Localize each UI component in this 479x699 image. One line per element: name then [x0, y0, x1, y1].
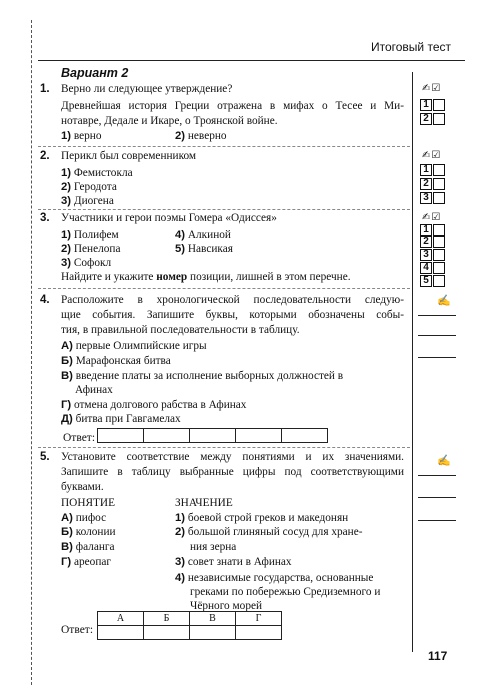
- option: 4) Алкиной: [175, 229, 231, 241]
- answer-header: А: [98, 612, 144, 626]
- write-line[interactable]: [418, 315, 456, 316]
- number-box: 3: [420, 192, 432, 204]
- term: А) пифос: [61, 512, 107, 524]
- answer-table[interactable]: [97, 428, 328, 443]
- option: Д) битва при Гавгамелах: [61, 413, 181, 425]
- answer-cell[interactable]: [144, 626, 190, 640]
- answer-checkbox[interactable]: [433, 249, 445, 261]
- question-text-line: буквами.: [61, 481, 104, 493]
- header-title: Итоговый тест: [370, 40, 451, 54]
- page-number: 117: [428, 649, 448, 663]
- answer-margin-rule: [412, 72, 413, 652]
- separator: [38, 288, 410, 289]
- option: 2) неверно: [175, 130, 227, 142]
- answer-cell[interactable]: [282, 429, 328, 443]
- answer-checkbox[interactable]: [433, 192, 445, 204]
- number-box: 2: [420, 178, 432, 190]
- option: 1) Полифем: [61, 229, 119, 241]
- write-line[interactable]: [418, 475, 456, 476]
- option: 5) Навсикая: [175, 243, 233, 255]
- number-box: 1: [420, 224, 432, 236]
- question-number: 2.: [40, 150, 50, 162]
- answer-checkbox[interactable]: [433, 262, 445, 274]
- pencil-check-icon: ✍☑: [422, 150, 442, 161]
- question-text-line: Установите соответствие между понятиями и их значениями.: [61, 451, 404, 463]
- cut-line: [31, 20, 32, 685]
- question-prompt: Перикл был современником: [61, 150, 197, 162]
- question-text-line: нотавре, Дедале и Икаре, о Троянской войне.: [61, 115, 278, 127]
- number-box: 1: [420, 164, 432, 176]
- pencil-check-icon: ✍☑: [422, 83, 442, 94]
- answer-cell[interactable]: [98, 626, 144, 640]
- option-continuation: Афинах: [75, 384, 113, 396]
- answer-cell[interactable]: [236, 626, 282, 640]
- pencil-icon: ✍: [437, 295, 451, 307]
- term: В) фаланга: [61, 541, 115, 553]
- option: Б) Марафонская битва: [61, 355, 171, 367]
- question-text-line: тия, в правильной последовательности в таблицу.: [61, 324, 300, 336]
- number-box: 4: [420, 262, 432, 274]
- number-box: 2: [420, 236, 432, 248]
- question-text-line: щие события. Запишите буквы, которыми обозначены собы-: [61, 309, 404, 321]
- pencil-icon: ✍: [437, 455, 451, 467]
- option: Г) отмена долгового рабства в Афинах: [61, 399, 247, 411]
- answer-checkbox[interactable]: [433, 99, 445, 111]
- column-header-meaning: ЗНАЧЕНИЕ: [175, 497, 233, 509]
- answer-cell[interactable]: [190, 626, 236, 640]
- answer-cell[interactable]: [144, 429, 190, 443]
- option: 3) Диогена: [61, 195, 114, 207]
- question-number: 1.: [40, 83, 50, 95]
- option: 3) Софокл: [61, 257, 112, 269]
- question-text-line: Древнейшая история Греции отражена в мифах о Тесее и Ми-: [61, 100, 404, 112]
- write-line[interactable]: [418, 497, 456, 498]
- write-line[interactable]: [418, 357, 456, 358]
- separator: [38, 146, 410, 147]
- meaning: 3) совет знати в Афинах: [175, 556, 292, 568]
- answer-header: Б: [144, 612, 190, 626]
- header-rule: [38, 60, 465, 61]
- number-box: 5: [420, 275, 432, 287]
- question-instruction: Найдите и укажите номер позиции, лишней в этом перечне.: [61, 271, 351, 283]
- meaning-continuation: Чёрного морей: [190, 600, 263, 612]
- question-prompt: Верно ли следующее утверждение?: [61, 83, 233, 95]
- answer-checkbox[interactable]: [433, 178, 445, 190]
- answer-header: В: [190, 612, 236, 626]
- option: 2) Пенелопа: [61, 243, 121, 255]
- separator: [38, 447, 410, 448]
- answer-checkbox[interactable]: [433, 224, 445, 236]
- term: Б) колонии: [61, 526, 116, 538]
- pencil-check-icon: ✍☑: [422, 212, 442, 223]
- number-box: 1: [420, 99, 432, 111]
- question-number: 3.: [40, 212, 50, 224]
- answer-cell[interactable]: [190, 429, 236, 443]
- meaning: 4) независимые государства, основанные: [175, 572, 374, 584]
- question-number: 5.: [40, 451, 50, 463]
- meaning-continuation: греками по побережью Средиземного и: [190, 586, 381, 598]
- meaning: 2) большой глиняный сосуд для хране-: [175, 526, 363, 538]
- answer-cell[interactable]: [98, 429, 144, 443]
- meaning-continuation: ния зерна: [190, 541, 237, 553]
- answer-checkbox[interactable]: [433, 113, 445, 125]
- question-text-line: Расположите в хронологической последовательности следую-: [61, 294, 404, 306]
- column-header-concept: ПОНЯТИЕ: [61, 497, 115, 509]
- meaning: 1) боевой строй греков и македонян: [175, 512, 349, 524]
- option: 2) Геродота: [61, 181, 117, 193]
- answer-checkbox[interactable]: [433, 236, 445, 248]
- answer-table[interactable]: [97, 611, 282, 640]
- answer-checkbox[interactable]: [433, 275, 445, 287]
- term: Г) ареопаг: [61, 556, 112, 568]
- answer-checkbox[interactable]: [433, 164, 445, 176]
- write-line[interactable]: [418, 520, 456, 521]
- answer-header: Г: [236, 612, 282, 626]
- number-box: 2: [420, 113, 432, 125]
- answer-cell[interactable]: [236, 429, 282, 443]
- option: 1) верно: [61, 130, 102, 142]
- variant-title: Вариант 2: [61, 66, 129, 80]
- answer-label: Ответ:: [61, 624, 94, 636]
- option: А) первые Олимпийские игры: [61, 340, 207, 352]
- question-prompt: Участники и герои поэмы Гомера «Одиссея»: [61, 212, 277, 224]
- write-line[interactable]: [418, 335, 456, 336]
- separator: [38, 209, 410, 210]
- option: В) введение платы за исполнение выборных должностей в: [61, 370, 344, 382]
- answer-label: Ответ:: [63, 432, 96, 444]
- number-box: 3: [420, 249, 432, 261]
- option: 1) Фемистокла: [61, 167, 133, 179]
- question-number: 4.: [40, 294, 50, 306]
- question-text-line: Запишите в таблицу выбранные цифры под соответствующими: [61, 466, 404, 478]
